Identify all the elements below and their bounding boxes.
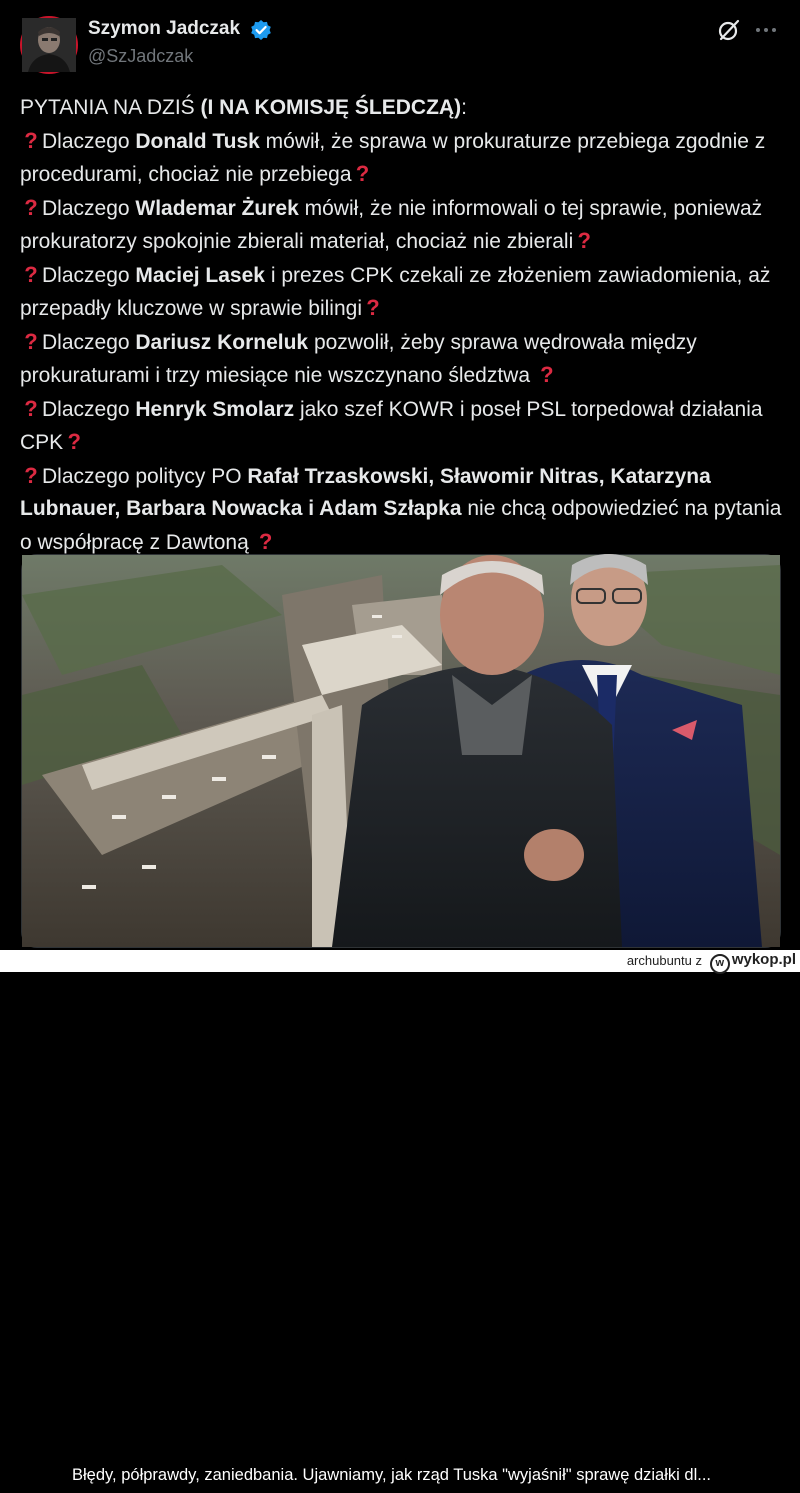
- red-question-mark-icon: ?: [258, 528, 273, 554]
- red-question-mark-icon: ?: [24, 395, 38, 421]
- mention-name: Wlademar Żurek: [135, 196, 299, 220]
- mention-name: Donald Tusk: [135, 129, 260, 153]
- author-name[interactable]: Szymon Jadczak: [88, 18, 241, 39]
- avatar[interactable]: [20, 16, 78, 74]
- question-1: ? Dlaczego Donald Tusk mówił, że sprawa w prokuraturze przebiega zgodnie z procedurami, chociaż nie przebiega ?: [20, 125, 782, 192]
- mention-name: Maciej Lasek: [135, 263, 265, 287]
- red-question-mark-icon: ?: [577, 228, 591, 253]
- more-options-icon[interactable]: [752, 18, 780, 42]
- watermark-bar: [0, 950, 800, 972]
- question-5: ? Dlaczego Henryk Smolarz jako szef KOWR i poseł PSL torpedował działania CPK ?: [20, 393, 782, 460]
- red-question-mark-icon: ?: [540, 362, 554, 387]
- author-handle[interactable]: @SzJadczak: [88, 46, 194, 66]
- red-question-mark-icon: ?: [67, 429, 81, 454]
- tweet-header: [0, 0, 800, 80]
- link-card-title[interactable]: Błędy, półprawdy, zaniedbania. Ujawniamy, jak rząd Tuska "wyjaśnił" sprawę działki dl...: [58, 1457, 725, 1493]
- source-user: archubuntu z: [626, 953, 702, 968]
- question-6: ? Dlaczego politycy PO Rafał Trzaskowski, Sławomir Nitras, Katarzyna Lubnauer, Barbara Nowacka i Adam Szłapka nie chcą odpowiedzieć na pytania o współpracę z Dawtoną ?: [20, 460, 782, 560]
- question-2: ? Dlaczego Wlademar Żurek mówił, że nie informowali o tej sprawie, ponieważ prokuratorzy spokojnie zbierali materiał, chociaż nie zbierali ?: [20, 192, 782, 259]
- verified-badge-icon: [250, 19, 272, 41]
- red-question-mark-icon: ?: [366, 295, 380, 320]
- mention-name: Dariusz Korneluk: [135, 330, 309, 354]
- wykop-logo: w wykop.pl: [710, 951, 796, 974]
- red-question-mark-icon: ?: [355, 161, 370, 186]
- airport-photo: [22, 555, 780, 947]
- mention-name: Rafał Trzaskowski, Sławomir Nitras, Katarzyna Lubnauer, Barbara Nowacka i Adam Szłapka: [20, 464, 711, 520]
- red-question-mark-icon: ?: [24, 328, 38, 354]
- red-question-mark-icon: ?: [24, 462, 38, 488]
- tweet-text: [20, 92, 782, 559]
- grok-icon[interactable]: [717, 18, 741, 42]
- red-question-mark-icon: ?: [24, 261, 38, 287]
- mention-name: Henryk Smolarz: [135, 397, 295, 421]
- question-3: ? Dlaczego Maciej Lasek i prezes CPK czekali ze złożeniem zawiadomienia, aż przepadły kluczowe w sprawie bilingi ?: [20, 259, 782, 326]
- question-4: ? Dlaczego Dariusz Korneluk pozwolił, żeby sprawa wędrowała między prokuraturami i trzy miesiące nie wszczynano śledztwa ?: [20, 326, 782, 393]
- red-question-mark-icon: ?: [24, 194, 38, 220]
- tweet-heading: PYTANIA NA DZIŚ (I NA KOMISJĘ ŚLEDCZĄ):: [20, 96, 467, 119]
- red-question-mark-icon: ?: [24, 127, 38, 153]
